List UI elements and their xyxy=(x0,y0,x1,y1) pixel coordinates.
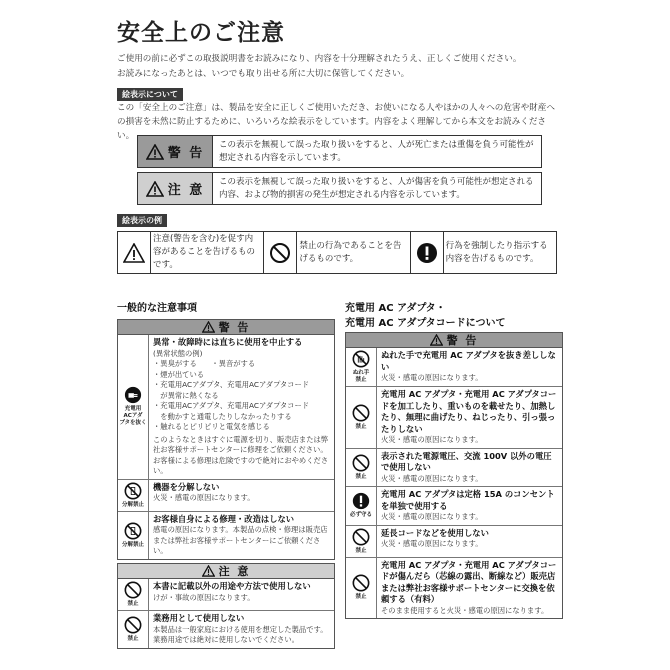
intro-text: ご使用の前に必ずこの取扱説明書をお読みになり、内容を十分理解されたうえ、正しくご使用ください。 お読みになったあとは、いつでも取り出せる所に大切に保管してください。 xyxy=(117,54,522,79)
unplug-icon xyxy=(124,386,142,404)
warning-triangle-icon xyxy=(202,321,215,333)
warning-triangle-icon xyxy=(123,243,145,263)
general-title: 一般的な注意事項 xyxy=(117,303,197,314)
section-label-pictograms: 絵表示について xyxy=(117,88,183,101)
prohibited-icon xyxy=(352,454,370,472)
examples-row xyxy=(117,231,557,274)
pictograms-description: この「安全上のご注意」は、製品を安全に正しくご使用いただき、お使いになる人やほかの人々への危害や財産への損害を未然に防止するために、いろいろな絵表示をしています。内容をよく理解してから本文をお読みください。 xyxy=(117,103,555,141)
general-caution-box xyxy=(117,563,335,649)
adapter-title: 充電用 AC アダプタ・ 充電用 AC アダプタコードについて xyxy=(345,303,506,329)
warning-triangle-icon xyxy=(430,334,443,346)
example-caution: 注意(警告を含む)を促す内容があることを告げるものです。 xyxy=(118,232,264,273)
general-warning-header: 警 告 xyxy=(118,320,334,335)
no-disassembly-icon xyxy=(124,482,142,500)
list-item: 禁止 業務用として使用しない 本製品は一般家庭における使用を想定した製品です。業務用途では絶対に使用しないでください。 xyxy=(118,611,334,648)
page-title: 安全上のご注意 xyxy=(117,20,285,46)
list-item: 充電用 ACアダ プタを抜く 異常・故障時には直ちに使用を中止する (異常状態の例) ・異臭がする ・異音がする ・煙が出ている ・充電用ACアダプタ、充電用ACアダプタコード が異常に熱くなる ・充電用ACアダプタ、充電用ACアダプタコード を動かすと通電したりしなかったりする ・触れるとピリピリと電気を感じる このようなときはすぐに電源を切り、販売店または弊社お客様サポートセンターに修理をご依頼ください。お客様による修理は危険ですので絶対におやめください。 xyxy=(118,335,334,480)
prohibited-icon xyxy=(352,574,370,592)
no-wet-hands-icon xyxy=(352,350,370,368)
no-disassembly-icon xyxy=(124,522,142,540)
adapter-warning-box xyxy=(345,332,563,619)
list-item: 禁止 充電用 AC アダプタ・充電用 AC アダプタコードが傷んだら（芯線の露出、断線など）販売店または弊社お客様サポートセンターに交換を依頼する（有料） そのまま使用すると火災・感電の原因になります。 xyxy=(346,558,562,619)
list-item: 禁止 充電用 AC アダプタ・充電用 AC アダプタコードを加工したり、重いものを載せたり、加熱したり、無理に曲げたり、ねじったり、引っ張ったりしない 火災・感電の原因になります。 xyxy=(346,387,562,449)
prohibited-icon xyxy=(352,404,370,422)
example-mandatory: 行為を強制したり指示する内容を告げるものです。 xyxy=(411,232,556,273)
warning-triangle-icon xyxy=(146,144,164,160)
mandatory-icon xyxy=(352,492,370,510)
legend-row-caution xyxy=(137,172,542,205)
general-caution-header: 注 意 xyxy=(118,564,334,579)
list-item: ぬれ手 禁止 ぬれた手で充電用 AC アダプタを抜き差ししない 火災・感電の原因になります。 xyxy=(346,348,562,387)
adapter-warning-header: 警 告 xyxy=(346,333,562,348)
general-warning-box xyxy=(117,319,335,560)
list-item: 禁止 表示された電源電圧、交流 100V 以外の電圧で使用しない 火災・感電の原因になります。 xyxy=(346,449,562,488)
prohibited-icon xyxy=(124,581,142,599)
legend-text-warning: この表示を無視して誤った取り扱いをすると、人が死亡または重傷を負う可能性が想定される内容を示しています。 xyxy=(219,140,534,163)
image-watermark: ※イメージ xyxy=(606,649,656,660)
mandatory-icon xyxy=(416,242,438,264)
list-item: 禁止 本書に記載以外の用途や方法で使用しない けが・事故の原因になります。 xyxy=(118,579,334,611)
example-prohibited: 禁止の行為であることを告げるものです。 xyxy=(264,232,410,273)
legend-key-caution: 注 意 xyxy=(138,173,213,204)
list-item: 必ず守る 充電用 AC アダプタは定格 15A のコンセントを単独で使用する 火災・感電の原因になります。 xyxy=(346,487,562,526)
section-label-examples: 絵表示の例 xyxy=(117,214,167,227)
warning-triangle-icon xyxy=(202,565,215,577)
prohibited-icon xyxy=(124,616,142,634)
list-item: 禁止 延長コードなどを使用しない 火災・感電の原因になります。 xyxy=(346,526,562,558)
warning-triangle-icon xyxy=(146,181,164,197)
list-item: 分解禁止 お客様自身による修理・改造はしない 感電の原因になります。本製品の点検・修理は販売店または弊社お客様サポートセンターにご依頼ください。 xyxy=(118,512,334,559)
prohibited-icon xyxy=(352,528,370,546)
legend-text-caution: この表示を無視して誤った取り扱いをすると、人が傷害を負う可能性が想定される内容、および物的損害の発生が想定される内容を示しています。 xyxy=(219,177,534,200)
prohibited-icon xyxy=(269,242,291,264)
legend-key-warning: 警 告 xyxy=(138,136,213,167)
list-item: 分解禁止 機器を分解しない 火災・感電の原因になります。 xyxy=(118,480,334,512)
legend-row-warning xyxy=(137,135,542,168)
